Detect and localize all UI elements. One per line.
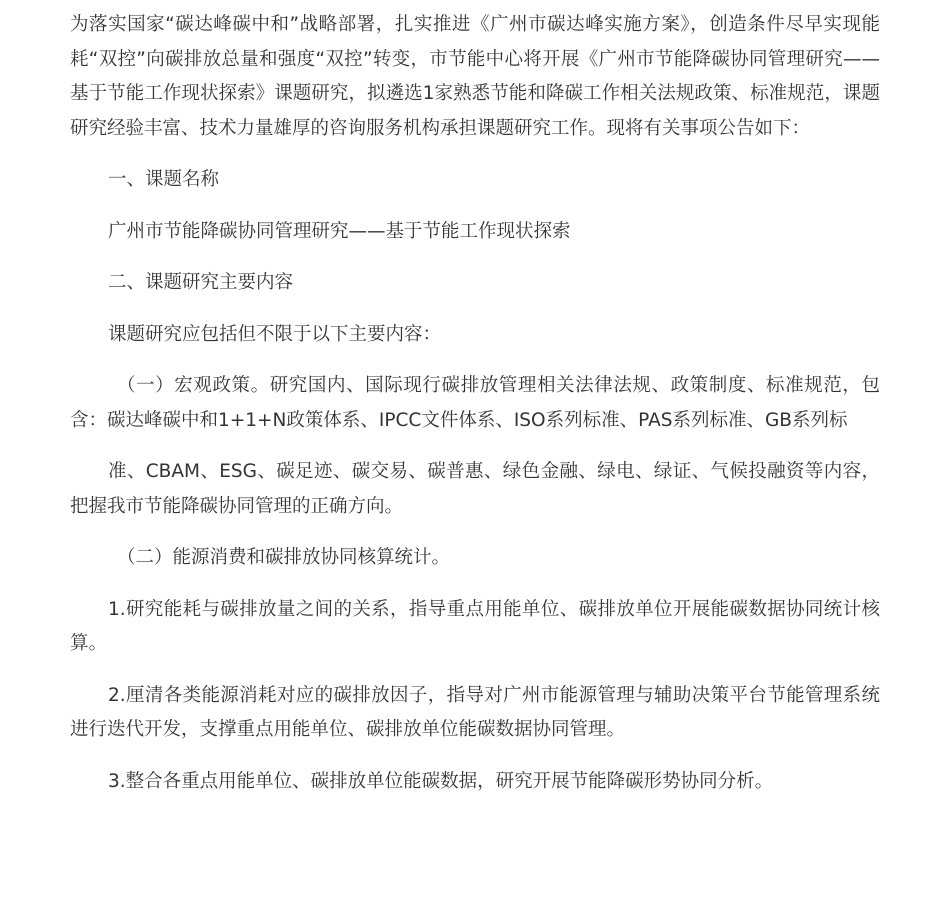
intro-paragraph: 为落实国家“碳达峰碳中和”战略部署，扎实推进《广州市碳达峰实施方案》，创造条件尽早实现能耗“双控”向碳排放总量和强度“双控”转变，市节能中心将开展《广州市节能降碳协同管理研究——基于节能工作现状探索》课题研究，拟遴选1家熟悉节能和降碳工作相关法规政策、标准规范，课题研究经验丰富、技术力量雄厚的咨询服务机构承担课题研究工作。现将有关事项公告如下： xyxy=(70,14,880,139)
section-1-body: 广州市节能降碳协同管理研究——基于节能工作现状探索 xyxy=(108,220,571,242)
section-1-heading: 一、课题名称 xyxy=(108,169,220,190)
item-1-macro-policy-part2: 准、CBAM、ESG、碳足迹、碳交易、碳普惠、绿色金融、绿电、绿证、气候投融资等内容，把握我市节能降碳协同管理的正确方向。 xyxy=(70,461,880,517)
item-2-point-3: 3.整合各重点用能单位、碳排放单位能碳数据，研究开展节能降碳形势协同分析。 xyxy=(108,770,774,792)
section-2-lead: 课题研究应包括但不限于以下主要内容： xyxy=(108,323,442,345)
section-2-heading: 二、课题研究主要内容 xyxy=(108,272,294,293)
item-2-point-2: 2.厘清各类能源消耗对应的碳排放因子，指导对广州市能源管理与辅助决策平台节能管理系统进行迭代开发，支撑重点用能单位、碳排放单位能碳数据协同管理。 xyxy=(70,684,880,740)
item-1-macro-policy-part1: （一）宏观政策。研究国内、国际现行碳排放管理相关法律法规、政策制度、标准规范，包含：碳达峰碳中和1+1+N政策体系、IPCC文件体系、ISO系列标准、PAS系列标准、GB系列标 xyxy=(70,375,880,431)
item-2-point-1: 1.研究能耗与碳排放量之间的关系，指导重点用能单位、碳排放单位开展能碳数据协同统计核算。 xyxy=(70,598,880,654)
item-2-heading: （二）能源消费和碳排放协同核算统计。 xyxy=(117,547,451,568)
announcement-article xyxy=(70,8,880,816)
